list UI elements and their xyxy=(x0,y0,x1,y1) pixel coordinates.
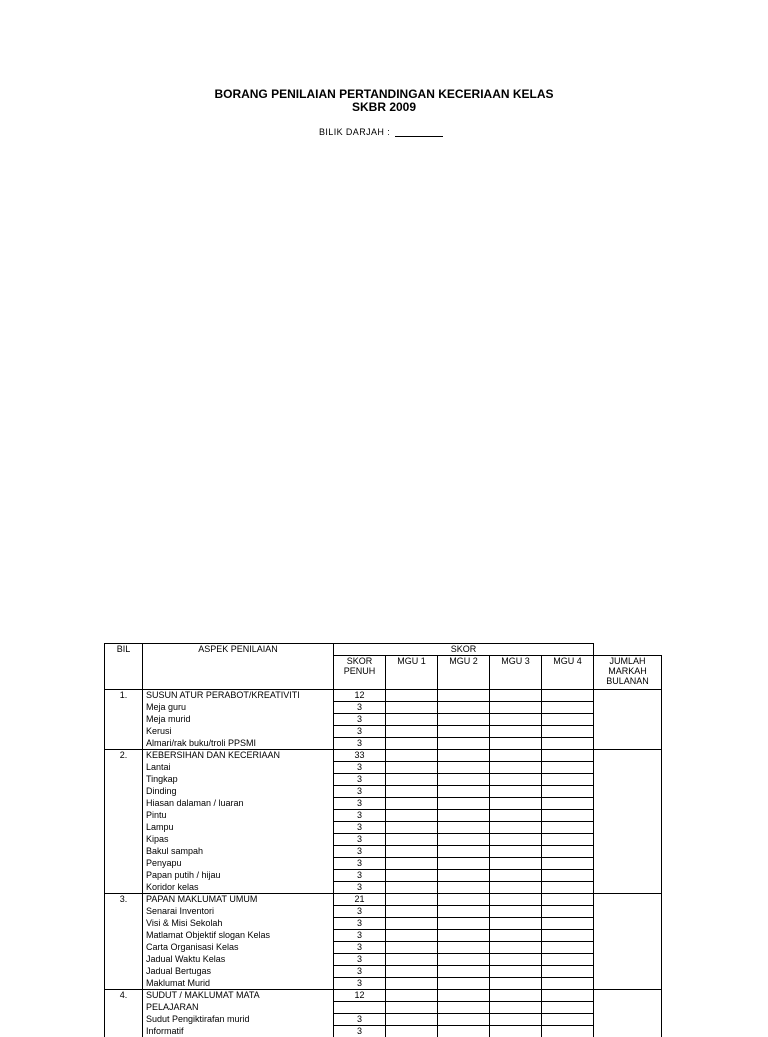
aspek-cell: Almari/rak buku/troli PPSMI xyxy=(143,738,334,750)
item-row xyxy=(105,870,662,882)
mgu3-cell xyxy=(490,966,542,978)
mgu1-cell xyxy=(386,870,438,882)
skor-penuh-cell: 12 xyxy=(334,990,386,1002)
mgu1-cell xyxy=(386,978,438,990)
skor-penuh-cell: 3 xyxy=(334,786,386,798)
mgu2-cell xyxy=(438,966,490,978)
mgu2-cell xyxy=(438,834,490,846)
mgu4-cell xyxy=(542,714,594,726)
bil-cell xyxy=(105,1026,143,1037)
aspek-cell: Meja guru xyxy=(143,702,334,714)
aspek-cell: Jadual Waktu Kelas xyxy=(143,954,334,966)
assessment-table xyxy=(104,643,662,1037)
mgu1-cell xyxy=(386,1026,438,1037)
skor-penuh-cell: 33 xyxy=(334,750,386,762)
header-skor: SKOR xyxy=(334,644,594,656)
bilik-darjah-field xyxy=(319,127,443,137)
section-row xyxy=(105,894,662,906)
mgu3-cell xyxy=(490,834,542,846)
mgu4-cell xyxy=(542,966,594,978)
item-row xyxy=(105,774,662,786)
mgu1-cell xyxy=(386,750,438,762)
mgu4-cell xyxy=(542,810,594,822)
mgu3-cell xyxy=(490,822,542,834)
bil-cell xyxy=(105,822,143,834)
mgu4-cell xyxy=(542,906,594,918)
aspek-cell: Tingkap xyxy=(143,774,334,786)
mgu1-cell xyxy=(386,702,438,714)
bil-cell xyxy=(105,930,143,942)
bil-cell xyxy=(105,882,143,894)
aspek-cell: Lampu xyxy=(143,822,334,834)
skor-penuh-cell: 3 xyxy=(334,978,386,990)
bil-cell xyxy=(105,738,143,750)
mgu4-cell xyxy=(542,870,594,882)
section-row xyxy=(105,690,662,702)
form-subtitle: SKBR 2009 xyxy=(0,101,768,114)
mgu1-cell xyxy=(386,714,438,726)
item-row xyxy=(105,966,662,978)
mgu1-cell xyxy=(386,858,438,870)
bil-cell xyxy=(105,942,143,954)
item-row xyxy=(105,1026,662,1037)
mgu4-cell xyxy=(542,822,594,834)
mgu2-cell xyxy=(438,822,490,834)
item-row xyxy=(105,702,662,714)
mgu4-cell xyxy=(542,702,594,714)
aspek-cell: PAPAN MAKLUMAT UMUM xyxy=(143,894,334,906)
aspek-cell: Senarai Inventori xyxy=(143,906,334,918)
aspek-cell: Penyapu xyxy=(143,858,334,870)
mgu3-cell xyxy=(490,990,542,1002)
mgu3-cell xyxy=(490,930,542,942)
mgu3-cell xyxy=(490,870,542,882)
mgu4-cell xyxy=(542,750,594,762)
skor-penuh-cell: 3 xyxy=(334,834,386,846)
mgu4-cell xyxy=(542,894,594,906)
item-row xyxy=(105,762,662,774)
mgu1-cell xyxy=(386,846,438,858)
mgu3-cell xyxy=(490,750,542,762)
mgu2-cell xyxy=(438,714,490,726)
item-row xyxy=(105,918,662,930)
bil-cell xyxy=(105,810,143,822)
mgu1-cell xyxy=(386,918,438,930)
skor-penuh-cell: 3 xyxy=(334,774,386,786)
mgu4-cell xyxy=(542,882,594,894)
mgu2-cell xyxy=(438,690,490,702)
header-mgu1: MGU 1 xyxy=(386,656,438,690)
mgu3-cell xyxy=(490,798,542,810)
mgu2-cell xyxy=(438,738,490,750)
skor-penuh-cell: 3 xyxy=(334,738,386,750)
bil-cell xyxy=(105,774,143,786)
mgu1-cell xyxy=(386,822,438,834)
aspek-cell: Papan putih / hijau xyxy=(143,870,334,882)
bilik-darjah-blank xyxy=(395,127,443,137)
aspek-cell: Sudut Pengiktirafan murid xyxy=(143,1014,334,1026)
mgu4-cell xyxy=(542,942,594,954)
mgu2-cell xyxy=(438,762,490,774)
jumlah-cell xyxy=(594,750,662,894)
mgu3-cell xyxy=(490,978,542,990)
bil-cell xyxy=(105,966,143,978)
header-mgu3: MGU 3 xyxy=(490,656,542,690)
mgu3-cell xyxy=(490,786,542,798)
aspek-cell: Kipas xyxy=(143,834,334,846)
item-row xyxy=(105,942,662,954)
mgu4-cell xyxy=(542,762,594,774)
mgu2-cell xyxy=(438,786,490,798)
mgu3-cell xyxy=(490,942,542,954)
skor-penuh-text: SKOR PENUH xyxy=(343,656,377,676)
skor-penuh-cell: 3 xyxy=(334,714,386,726)
aspek-cell: SUDUT / MAKLUMAT MATA xyxy=(143,990,334,1002)
skor-penuh-cell: 12 xyxy=(334,690,386,702)
mgu2-cell xyxy=(438,918,490,930)
section-row xyxy=(105,990,662,1002)
item-row xyxy=(105,906,662,918)
aspek-cell: Carta Organisasi Kelas xyxy=(143,942,334,954)
mgu1-cell xyxy=(386,990,438,1002)
jumlah-text: JUMLAH MARKAH BULANAN xyxy=(603,656,653,686)
item-row xyxy=(105,930,662,942)
header-bil: BIL xyxy=(105,644,143,690)
mgu4-cell xyxy=(542,726,594,738)
mgu4-cell xyxy=(542,798,594,810)
skor-penuh-cell: 3 xyxy=(334,906,386,918)
mgu1-cell xyxy=(386,930,438,942)
mgu2-cell xyxy=(438,1026,490,1037)
skor-penuh-cell: 3 xyxy=(334,966,386,978)
bil-cell xyxy=(105,702,143,714)
aspek-cell: Bakul sampah xyxy=(143,846,334,858)
mgu4-cell xyxy=(542,954,594,966)
item-row xyxy=(105,798,662,810)
skor-penuh-cell: 3 xyxy=(334,882,386,894)
item-row xyxy=(105,882,662,894)
mgu2-cell xyxy=(438,846,490,858)
mgu4-cell xyxy=(542,834,594,846)
header-spacer xyxy=(594,644,662,656)
mgu3-cell xyxy=(490,906,542,918)
mgu3-cell xyxy=(490,726,542,738)
bil-cell xyxy=(105,726,143,738)
mgu1-cell xyxy=(386,906,438,918)
mgu2-cell xyxy=(438,1002,490,1014)
mgu1-cell xyxy=(386,894,438,906)
item-row xyxy=(105,738,662,750)
bil-cell xyxy=(105,786,143,798)
mgu3-cell xyxy=(490,918,542,930)
mgu3-cell xyxy=(490,858,542,870)
bil-cell xyxy=(105,714,143,726)
aspek-cell: Matlamat Objektif slogan Kelas xyxy=(143,930,334,942)
skor-penuh-cell: 3 xyxy=(334,930,386,942)
mgu2-cell xyxy=(438,858,490,870)
bil-cell: 4. xyxy=(105,990,143,1002)
mgu1-cell xyxy=(386,1002,438,1014)
mgu4-cell xyxy=(542,690,594,702)
bil-cell xyxy=(105,906,143,918)
item-row xyxy=(105,1002,662,1014)
mgu4-cell xyxy=(542,858,594,870)
aspek-cell: Meja murid xyxy=(143,714,334,726)
mgu4-cell xyxy=(542,990,594,1002)
mgu4-cell xyxy=(542,846,594,858)
item-row xyxy=(105,810,662,822)
header-mgu4: MGU 4 xyxy=(542,656,594,690)
mgu2-cell xyxy=(438,942,490,954)
header-jumlah xyxy=(594,656,662,690)
mgu2-cell xyxy=(438,798,490,810)
item-row xyxy=(105,786,662,798)
skor-penuh-cell: 3 xyxy=(334,702,386,714)
bil-cell xyxy=(105,762,143,774)
header-mgu2: MGU 2 xyxy=(438,656,490,690)
aspek-cell: Maklumat Murid xyxy=(143,978,334,990)
mgu4-cell xyxy=(542,930,594,942)
mgu3-cell xyxy=(490,810,542,822)
bil-cell xyxy=(105,846,143,858)
bil-cell xyxy=(105,870,143,882)
jumlah-cell xyxy=(594,690,662,750)
skor-penuh-cell: 3 xyxy=(334,762,386,774)
mgu3-cell xyxy=(490,882,542,894)
bil-cell xyxy=(105,798,143,810)
mgu1-cell xyxy=(386,798,438,810)
bil-cell xyxy=(105,834,143,846)
mgu1-cell xyxy=(386,690,438,702)
mgu2-cell xyxy=(438,930,490,942)
bil-cell: 1. xyxy=(105,690,143,702)
mgu3-cell xyxy=(490,846,542,858)
skor-penuh-cell: 3 xyxy=(334,942,386,954)
skor-penuh-cell: 3 xyxy=(334,798,386,810)
mgu3-cell xyxy=(490,762,542,774)
mgu2-cell xyxy=(438,750,490,762)
aspek-cell: Pintu xyxy=(143,810,334,822)
item-row xyxy=(105,978,662,990)
aspek-cell: Dinding xyxy=(143,786,334,798)
mgu1-cell xyxy=(386,810,438,822)
mgu3-cell xyxy=(490,714,542,726)
skor-penuh-cell: 3 xyxy=(334,858,386,870)
bil-cell xyxy=(105,978,143,990)
mgu1-cell xyxy=(386,726,438,738)
jumlah-cell xyxy=(594,990,662,1037)
item-row xyxy=(105,834,662,846)
item-row xyxy=(105,726,662,738)
form-title: BORANG PENILAIAN PERTANDINGAN KECERIAAN KELAS xyxy=(0,88,768,101)
mgu2-cell xyxy=(438,810,490,822)
skor-penuh-cell: 3 xyxy=(334,1014,386,1026)
skor-penuh-cell: 3 xyxy=(334,954,386,966)
header-skor-penuh xyxy=(334,656,386,690)
mgu3-cell xyxy=(490,1002,542,1014)
aspek-cell: Hiasan dalaman / luaran xyxy=(143,798,334,810)
mgu2-cell xyxy=(438,774,490,786)
mgu1-cell xyxy=(386,762,438,774)
mgu3-cell xyxy=(490,774,542,786)
aspek-cell: Jadual Bertugas xyxy=(143,966,334,978)
mgu1-cell xyxy=(386,738,438,750)
item-row xyxy=(105,954,662,966)
skor-penuh-cell: 3 xyxy=(334,918,386,930)
mgu2-cell xyxy=(438,954,490,966)
item-row xyxy=(105,846,662,858)
mgu1-cell xyxy=(386,882,438,894)
mgu3-cell xyxy=(490,702,542,714)
mgu2-cell xyxy=(438,882,490,894)
mgu1-cell xyxy=(386,966,438,978)
mgu2-cell xyxy=(438,702,490,714)
mgu2-cell xyxy=(438,870,490,882)
mgu2-cell xyxy=(438,894,490,906)
aspek-cell: Visi & Misi Sekolah xyxy=(143,918,334,930)
item-row xyxy=(105,858,662,870)
header-aspek: ASPEK PENILAIAN xyxy=(143,644,334,690)
mgu3-cell xyxy=(490,738,542,750)
mgu2-cell xyxy=(438,726,490,738)
bil-cell xyxy=(105,858,143,870)
mgu1-cell xyxy=(386,954,438,966)
jumlah-cell xyxy=(594,894,662,990)
skor-penuh-cell: 3 xyxy=(334,822,386,834)
mgu4-cell xyxy=(542,1026,594,1037)
mgu3-cell xyxy=(490,1026,542,1037)
mgu4-cell xyxy=(542,738,594,750)
mgu1-cell xyxy=(386,834,438,846)
mgu3-cell xyxy=(490,690,542,702)
mgu4-cell xyxy=(542,978,594,990)
mgu3-cell xyxy=(490,894,542,906)
item-row xyxy=(105,822,662,834)
bil-cell xyxy=(105,918,143,930)
section-row xyxy=(105,750,662,762)
skor-penuh-cell: 21 xyxy=(334,894,386,906)
mgu1-cell xyxy=(386,774,438,786)
mgu4-cell xyxy=(542,918,594,930)
bil-cell: 2. xyxy=(105,750,143,762)
skor-penuh-cell: 3 xyxy=(334,726,386,738)
bil-cell xyxy=(105,1002,143,1014)
aspek-cell: Lantai xyxy=(143,762,334,774)
bil-cell: 3. xyxy=(105,894,143,906)
mgu4-cell xyxy=(542,786,594,798)
skor-penuh-cell: 3 xyxy=(334,846,386,858)
item-row xyxy=(105,714,662,726)
aspek-cell: Koridor kelas xyxy=(143,882,334,894)
skor-penuh-cell: 3 xyxy=(334,870,386,882)
bil-cell xyxy=(105,954,143,966)
skor-penuh-cell: 3 xyxy=(334,1026,386,1037)
mgu2-cell xyxy=(438,906,490,918)
mgu4-cell xyxy=(542,1002,594,1014)
skor-penuh-cell xyxy=(334,1002,386,1014)
aspek-cell: Kerusi xyxy=(143,726,334,738)
mgu2-cell xyxy=(438,990,490,1002)
mgu2-cell xyxy=(438,978,490,990)
mgu1-cell xyxy=(386,942,438,954)
aspek-cell: Informatif xyxy=(143,1026,334,1037)
mgu4-cell xyxy=(542,774,594,786)
skor-penuh-cell: 3 xyxy=(334,810,386,822)
aspek-cell: KEBERSIHAN DAN KECERIAAN xyxy=(143,750,334,762)
aspek-cell: SUSUN ATUR PERABOT/KREATIVITI xyxy=(143,690,334,702)
bilik-darjah-label: BILIK DARJAH : xyxy=(319,127,390,137)
aspek-cell: PELAJARAN xyxy=(143,1002,334,1014)
mgu3-cell xyxy=(490,954,542,966)
mgu1-cell xyxy=(386,786,438,798)
